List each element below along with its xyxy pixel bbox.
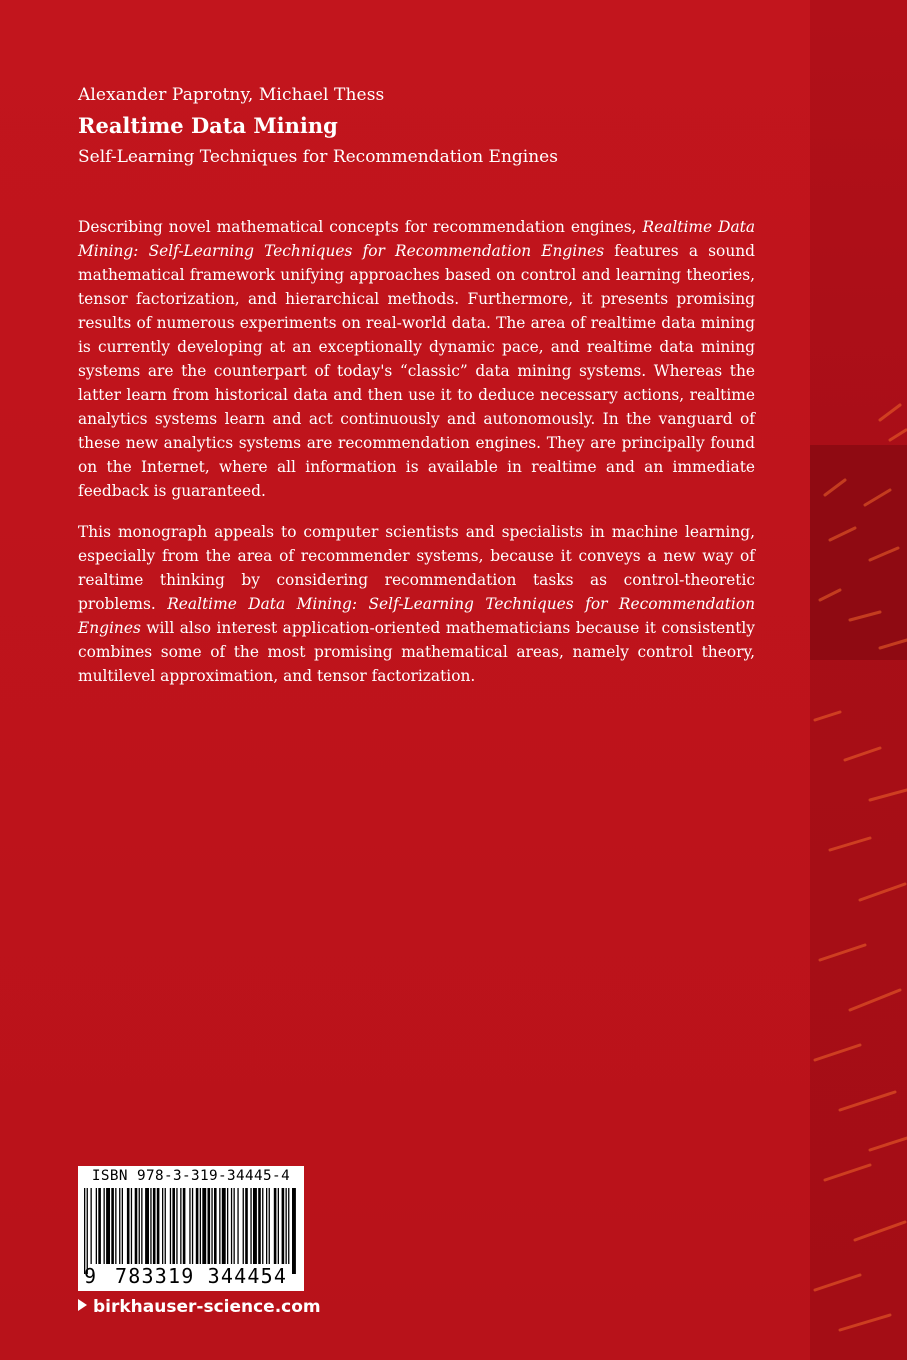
barcode-bar — [196, 1188, 199, 1264]
light-streak — [880, 640, 907, 648]
isbn-barcode — [78, 1166, 304, 1291]
barcode-bar — [262, 1188, 263, 1264]
arrow-right-icon — [78, 1299, 87, 1311]
barcode-bar — [200, 1188, 201, 1264]
barcode-bar — [119, 1188, 120, 1264]
barcode-bar — [214, 1188, 217, 1264]
book-title: Realtime Data Mining — [78, 113, 338, 138]
light-streak — [850, 612, 880, 620]
barcode-bar — [91, 1188, 92, 1264]
publisher-website — [78, 1297, 321, 1317]
barcode-bar — [180, 1188, 181, 1264]
barcode-bar — [122, 1188, 123, 1264]
barcode-bar — [219, 1188, 220, 1264]
barcode-bar — [282, 1188, 285, 1264]
decorative-spine-strip — [810, 0, 907, 1360]
light-streak — [830, 838, 870, 850]
barcode-bar — [258, 1188, 261, 1264]
barcode-bar — [84, 1188, 85, 1274]
barcode-bar — [274, 1188, 277, 1264]
light-streaks-decoration — [810, 0, 907, 1360]
barcode-bar — [208, 1188, 211, 1264]
barcode-bar — [245, 1188, 248, 1264]
light-streak — [870, 1138, 907, 1150]
barcode-bar — [104, 1188, 105, 1264]
light-streak — [850, 990, 900, 1010]
barcode-bar — [286, 1188, 287, 1264]
barcode-bar — [135, 1188, 138, 1264]
barcode-bar — [269, 1188, 270, 1264]
barcode-bar — [87, 1188, 88, 1274]
barcode-bar — [170, 1188, 171, 1264]
light-streak — [860, 884, 905, 900]
barcode-bars — [82, 1188, 300, 1274]
p2-book-title: Realtime Data Mining: Self-Learning Techniques for Recommendation Engines — [78, 595, 755, 637]
barcode-bar — [227, 1188, 228, 1264]
barcode-bar — [165, 1188, 166, 1264]
light-streak — [890, 430, 906, 440]
light-streak — [820, 590, 840, 600]
barcode-bar — [141, 1188, 142, 1264]
barcode-bar — [131, 1188, 132, 1264]
light-streak — [870, 548, 898, 560]
barcode-bar — [253, 1188, 257, 1264]
barcode-bar — [145, 1188, 149, 1264]
light-streak — [870, 790, 907, 800]
barcode-bar — [278, 1188, 279, 1264]
light-streak — [840, 1092, 895, 1110]
barcode-bar — [150, 1188, 151, 1264]
barcode-bar — [189, 1188, 190, 1274]
barcode-bar — [250, 1188, 251, 1264]
p2-body: will also interest application-oriented mathematicians because it consistently combines some of the most promising mathematical areas, namely control theory, multilevel approximation, and tensor factorization. — [78, 619, 755, 685]
barcode-bar — [127, 1188, 130, 1264]
barcode-bar — [192, 1188, 193, 1274]
barcode-bar — [243, 1188, 244, 1264]
light-streak — [815, 712, 840, 720]
barcode-bar — [211, 1188, 212, 1264]
light-streak — [820, 945, 865, 960]
barcode-bar — [237, 1188, 238, 1264]
book-subtitle: Self-Learning Techniques for Recommendation Engines — [78, 147, 558, 167]
barcode-bar — [222, 1188, 226, 1264]
barcode-bar — [202, 1188, 206, 1264]
light-streak — [855, 1222, 905, 1240]
barcode-bar — [292, 1188, 296, 1274]
barcode-bar — [231, 1188, 232, 1264]
ean-first-digit: 9 — [84, 1264, 98, 1288]
barcode-bar — [106, 1188, 110, 1264]
light-streak — [830, 528, 855, 540]
light-streak — [815, 1275, 860, 1290]
light-streak — [840, 1315, 890, 1330]
p2-intro: This monograph appeals to computer scientists and specialists in machine learning, especially from the area of recommender systems, because it conveys a new way of realtime thinking by considering recommendation tasks as control-theoretic problems. — [78, 523, 755, 613]
light-streak — [815, 1045, 860, 1060]
barcode-bar — [172, 1188, 175, 1264]
barcode-bar — [139, 1188, 140, 1264]
p1-body: features a sound mathematical framework unifying approaches based on control and learning theories, tensor factorization, and hierarchical methods. Furthermore, it presents promising results of numerous experiments on real-world data. The area of realtime data mining is currently developing at an exceptionally dynamic pace, and realtime data mining systems are the counterpart of today's “classic” data mining systems. Whereas the latter learn from historical data and then use it to deduce necessary actions, realtime analytics systems learn and act continuously and autonomously. In the vanguard of these new analytics systems are recommendation engines. They are principally found on the Internet, where all information is available in realtime and an immediate feedback is guaranteed. — [78, 242, 755, 500]
barcode-bar — [288, 1188, 289, 1274]
light-streak — [880, 405, 900, 420]
description-paragraph-2 — [78, 520, 755, 688]
ean-remaining-digits: 783319 344454 — [112, 1264, 290, 1288]
description-paragraph-1 — [78, 215, 755, 503]
publisher-website-label: birkhauser-science.com — [93, 1297, 321, 1317]
light-streak — [825, 1165, 870, 1180]
light-streak — [845, 748, 880, 760]
isbn-label: ISBN 978-3-319-34445-4 — [91, 1168, 291, 1184]
p1-intro: Describing novel mathematical concepts for recommendation engines, — [78, 218, 643, 236]
book-authors: Alexander Paprotny, Michael Thess — [78, 85, 385, 105]
barcode-bar — [115, 1188, 116, 1264]
barcode-bar — [234, 1188, 235, 1264]
barcode-bar — [111, 1188, 114, 1264]
light-streak — [865, 490, 890, 505]
barcode-bar — [157, 1188, 160, 1264]
barcode-bar — [162, 1188, 163, 1264]
barcode-bar — [98, 1188, 101, 1264]
barcode-bar — [153, 1188, 156, 1264]
light-streak — [825, 480, 845, 495]
p1-book-title: Realtime Data Mining: Self-Learning Techniques for Recommendation Engines — [78, 218, 755, 260]
barcode-bar — [183, 1188, 186, 1264]
barcode-bar — [96, 1188, 97, 1264]
barcode-bar — [266, 1188, 267, 1264]
barcode-bar — [176, 1188, 177, 1264]
